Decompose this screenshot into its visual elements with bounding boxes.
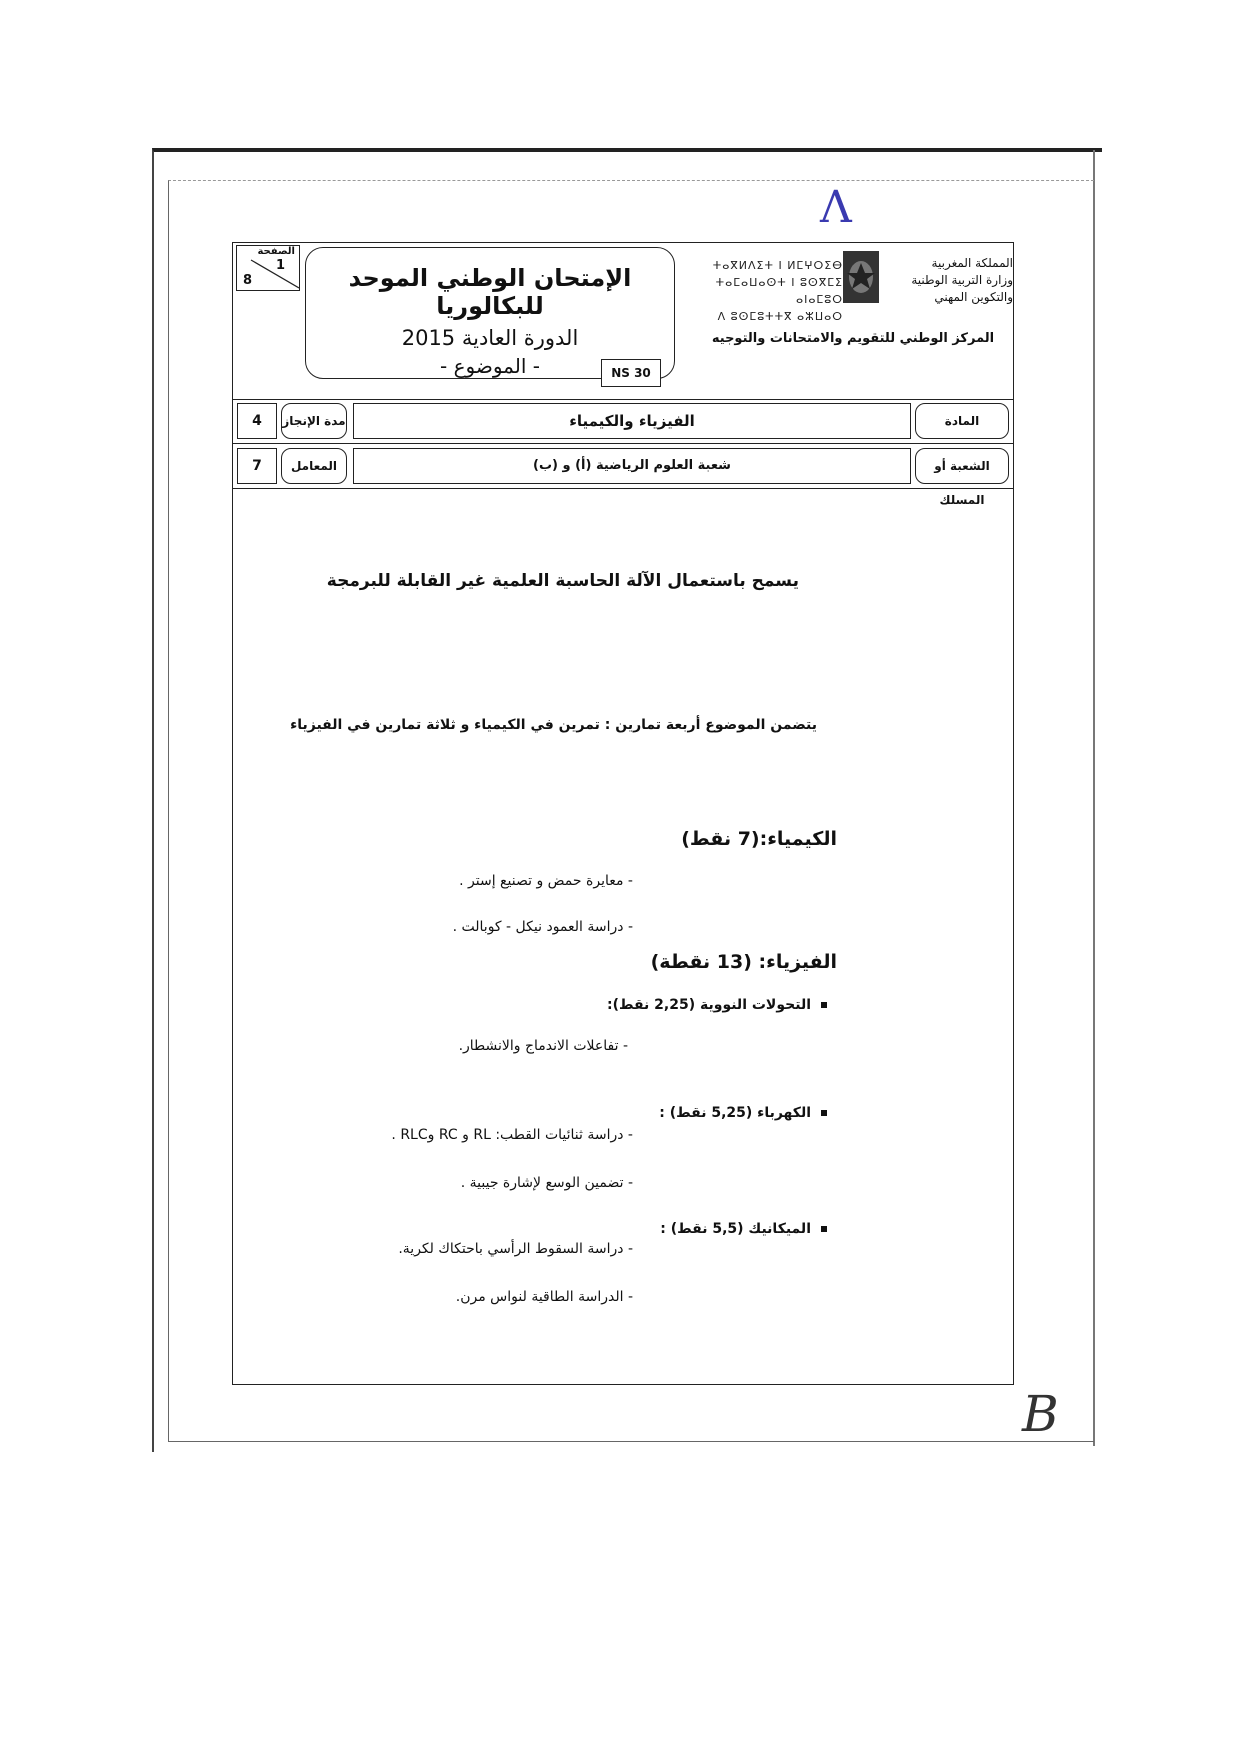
- physics-section-item: - تضمين الوسع لإشارة جيبية .: [460, 1175, 633, 1191]
- exam-session: الدورة العادية 2015: [401, 326, 579, 350]
- duration-label: مدة الإنجاز: [281, 403, 347, 439]
- ministry-line: وزارة التربية الوطنية: [911, 273, 1013, 287]
- section-title-text: الكهرباء (5,25 نقط) :: [659, 1105, 811, 1121]
- page-number-box: [236, 245, 300, 291]
- exam-title: الإمتحان الوطني الموحد للبكالوريا: [348, 264, 632, 320]
- ministry-line: المملكة المغربية: [931, 256, 1013, 270]
- bullet-square-icon: [821, 1002, 827, 1008]
- exam-subject-label: - الموضوع -: [440, 354, 540, 378]
- tifinagh-line: ⵜⴰⵎⴰⵡⴰⵙⵜ ⵏ ⵓⵙⴳⵎⵉ ⴰⵏⴰⵎⵓⵔ: [715, 276, 843, 306]
- handwritten-mark-top: Λ: [820, 182, 852, 233]
- ministry-line: والتكوين المهني: [934, 290, 1013, 304]
- exam-center-name: المركز الوطني للتقويم والامتحانات والتوجيه: [711, 331, 995, 346]
- exam-code: NS 30: [601, 359, 661, 387]
- section-title-text: الميكانيك (5,5 نقط) :: [660, 1221, 811, 1237]
- track-label: الشعبة أو المسلك: [915, 448, 1009, 484]
- chemistry-item: - معايرة حمض و تصنيع إستر .: [459, 873, 633, 889]
- physics-section-title: [659, 1105, 827, 1121]
- subject-value: الفيزياء والكيمياء: [353, 403, 911, 439]
- tifinagh-line: ⴷ ⵓⵙⵎⵓⵜⵜⴳ ⴰⵣⵡⴰⵔ: [717, 310, 843, 323]
- exam-intro: يتضمن الموضوع أربعة تمارين : تمرين في الكيمياء و ثلاثة تمارين في الفيزياء: [290, 717, 817, 733]
- physics-section-title: [607, 997, 827, 1013]
- bullet-square-icon: [821, 1110, 827, 1116]
- page-current: 1: [275, 258, 285, 273]
- physics-section-item: - دراسة السقوط الرأسي باحتكاك لكرية.: [398, 1241, 633, 1257]
- info-row-track: [233, 444, 1013, 507]
- physics-heading: الفيزياء: (13 نقطة): [650, 951, 837, 973]
- duration-value: 4: [237, 403, 277, 439]
- ministry-name-tifinagh: [703, 257, 843, 325]
- physics-section-title: [660, 1221, 827, 1237]
- coat-of-arms-icon: [839, 249, 883, 305]
- page-total: 8: [243, 273, 253, 288]
- chemistry-heading: الكيمياء:(7 نقط): [681, 828, 837, 850]
- ministry-name-arabic: [883, 255, 1013, 306]
- section-title-text: التحولات النووية (2,25 نقط):: [606, 997, 811, 1013]
- physics-section-item: - الدراسة الطاقية لنواس مرن.: [455, 1289, 633, 1305]
- calculator-note: يسمح باستعمال الآلة الحاسبة العلمية غير القابلة للبرمجة: [326, 571, 799, 591]
- coefficient-value: 7: [237, 448, 277, 484]
- handwritten-mark-bottom: B: [1022, 1385, 1059, 1443]
- subject-label: المادة: [915, 403, 1009, 439]
- physics-section-item: - تفاعلات الاندماج والانشطار.: [458, 1038, 628, 1054]
- exam-page: [232, 242, 1014, 1385]
- physics-section-item: - دراسة ثنائيات القطب: RL و RC وRLC .: [391, 1127, 633, 1143]
- exam-header: [233, 243, 1013, 400]
- chemistry-item: - دراسة العمود نيكل - كوبالت .: [452, 919, 633, 935]
- page-label: الصفحة: [257, 246, 295, 257]
- tifinagh-line: ⵜⴰⴳⵍⴷⵉⵜ ⵏ ⵍⵎⵖⵔⵉⴱ: [712, 259, 843, 272]
- bullet-square-icon: [821, 1226, 827, 1232]
- track-value: شعبة العلوم الرياضية (أ) و (ب): [353, 448, 911, 484]
- info-row-subject: [233, 399, 1013, 444]
- coefficient-label: المعامل: [281, 448, 347, 484]
